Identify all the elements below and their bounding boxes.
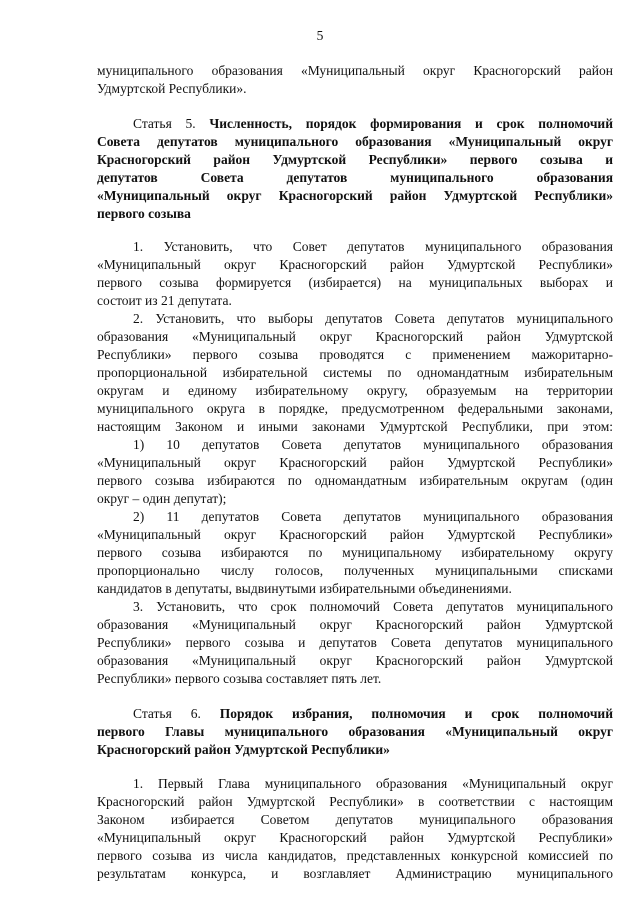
paragraph-line: 3. Установить, что срок полномочий Совета депутатов муниципального — [133, 599, 613, 614]
article-title-line: Красногорский район Удмуртской Республики» — [97, 742, 390, 757]
paragraph-line: пропорциональной избирательной системы по одномандатным избирательным — [97, 365, 613, 380]
paragraph-line: Красногорский район Удмуртской Республики» в соответствии с настоящим — [97, 794, 613, 809]
paragraph-line: 1. Первый Глава муниципального образования «Муниципальный округ — [133, 776, 613, 791]
paragraph-line: Республики» первого созыва проводятся с применением мажоритарно- — [97, 347, 613, 362]
paragraph-line: «Муниципальный округ Красногорский район Удмуртской Республики» — [97, 257, 613, 272]
list-item-line: пропорционально числу голосов, полученных муниципальными списками — [97, 563, 613, 578]
paragraph-line: Республики» первого созыва составляет пять лет. — [97, 671, 382, 686]
article-6-heading — [133, 705, 613, 723]
article-title-line: Красногорский район Удмуртской Республики» первого созыва и — [97, 152, 613, 167]
page-number: 5 — [316, 28, 324, 43]
paragraph-line: первого созыва формируется (избирается) на муниципальных выборах и — [97, 275, 613, 290]
paragraph-line: муниципального округа в порядке, предусмотренном федеральными законами, — [97, 401, 613, 416]
article-5-number: Статья 5. — [133, 116, 210, 131]
paragraph-line: образования «Муниципальный округ Красногорский район Удмуртской — [97, 617, 613, 632]
text-line: Удмуртской Республики». — [97, 81, 247, 96]
list-item-line: 1) 10 депутатов Совета депутатов муниципального образования — [133, 437, 613, 452]
article-title-line: Совета депутатов муниципального образования «Муниципальный округ — [97, 134, 613, 149]
paragraph-line: образования «Муниципальный округ Красногорский район Удмуртской — [97, 329, 613, 344]
list-item-line: первого созыва избираются по муниципальному избирательному округу — [97, 545, 613, 560]
article-title-line: депутатов Совета депутатов муниципального образования — [97, 170, 613, 185]
text-line: муниципального образования «Муниципальный округ Красногорский район — [97, 63, 613, 78]
list-item-line: округ – один депутат); — [97, 491, 227, 506]
list-item-line: «Муниципальный округ Красногорский район Удмуртской Республики» — [97, 527, 613, 542]
paragraph-line: первого созыва из числа кандидатов, представленных конкурсной комиссией по — [97, 848, 613, 863]
paragraph-line: состоит из 21 депутата. — [97, 293, 232, 308]
paragraph-line: округам и единому избирательному округу, образуемым на территории — [97, 383, 613, 398]
list-item-line: 2) 11 депутатов Совета депутатов муниципального образования — [133, 509, 613, 524]
paragraph-line: результатам конкурса, и возглавляет Администрацию муниципального — [97, 866, 613, 881]
article-title-line: первого созыва — [97, 206, 191, 221]
list-item-line: первого созыва избираются по одномандатным избирательным округам (один — [97, 473, 613, 488]
paragraph-line: «Муниципальный округ Красногорский район Удмуртской Республики» — [97, 830, 613, 845]
article-title-line: «Муниципальный округ Красногорский район Удмуртской Республики» — [97, 188, 613, 203]
paragraph-line: образования «Муниципальный округ Красногорский район Удмуртской — [97, 653, 613, 668]
article-title-line: первого Главы муниципального образования «Муниципальный округ — [97, 724, 613, 739]
paragraph-line: Республики» первого созыва и депутатов Совета депутатов муниципального — [97, 635, 613, 650]
article-5-title: Численность, порядок формирования и срок полномочий — [209, 116, 613, 131]
article-6-title: Порядок избрания, полномочия и срок полномочий — [219, 706, 613, 721]
list-item-line: «Муниципальный округ Красногорский район Удмуртской Республики» — [97, 455, 613, 470]
article-6-number: Статья 6. — [133, 706, 220, 721]
paragraph-line: настоящим Законом и иными законами Удмуртской Республики, при этом: — [97, 419, 613, 434]
paragraph-line: 1. Установить, что Совет депутатов муниципального образования — [133, 239, 613, 254]
paragraph-line: Законом избирается Советом депутатов муниципального образования — [97, 812, 613, 827]
list-item-line: кандидатов в депутаты, выдвинутыми избирательными объединениями. — [97, 581, 512, 596]
article-5-heading — [133, 115, 613, 133]
paragraph-line: 2. Установить, что выборы депутатов Совета депутатов муниципального — [133, 311, 613, 326]
